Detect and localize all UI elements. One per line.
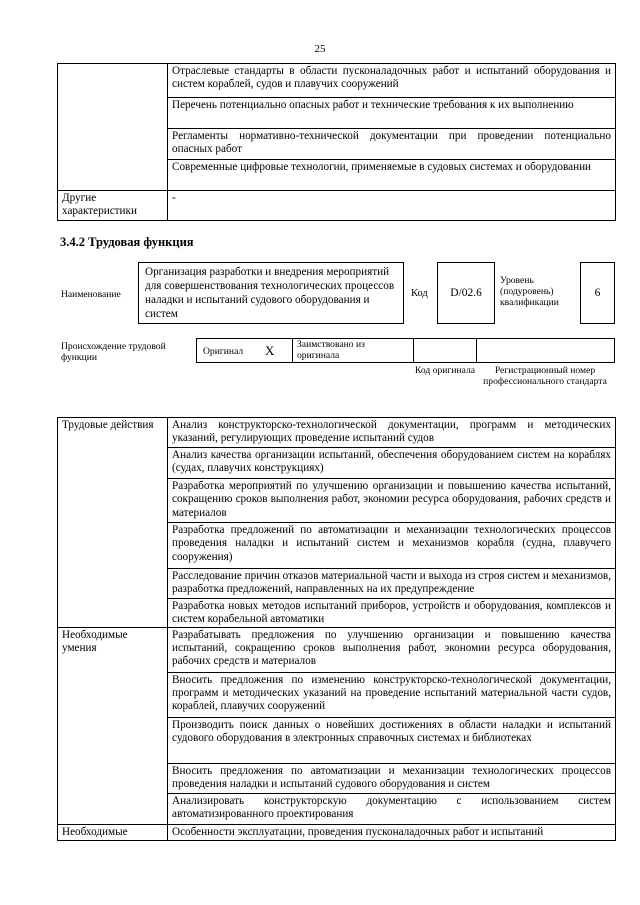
level-value: 6 <box>594 287 601 299</box>
group-label-skills: Необходимые умения <box>58 627 168 824</box>
skill-item: Разрабатывать предложения по улучшению организации и повышению качества испытаний, сокращению сроков выполнения работ, экономии ресурса оборудования, рабочих средств и материалов <box>168 627 616 672</box>
knowledge-item: Перечень потенциально опасных работ и технические требования к их выполнению <box>168 98 616 129</box>
action-item: Разработка мероприятий по улучшению организации и повышению качества испытаний, сокращению сроков выполнения работ, экономии ресурса оборудования, рабочих средств и материалов <box>168 479 616 523</box>
skill-item: Производить поиск данных о новейших достижениях в области наладки и испытаний судового оборудования в электронных справочных системах и библиотеках <box>168 717 616 763</box>
origin-divider <box>413 338 414 363</box>
group-label-knowledge: Необходимые <box>58 824 168 840</box>
original-label: Оригинал <box>203 346 244 357</box>
action-item: Разработка новых методов испытаний приборов, устройств и оборудования, комплексов и систем корабельной автоматики <box>168 599 616 628</box>
knowledge-item: Современные цифровые технологии, применяемые в судовых системах и оборудовании <box>168 160 616 191</box>
empty-label-cell <box>58 64 168 191</box>
code-label: Код <box>411 288 428 299</box>
origin-label: Происхождение трудовой функции <box>61 341 166 363</box>
code-caption: Код оригинала <box>414 365 476 376</box>
code-box <box>437 262 495 324</box>
origin-divider <box>292 338 293 363</box>
level-box <box>580 262 615 324</box>
function-name-box <box>138 262 404 324</box>
knowledge-item: Отраслевые стандарты в области пусконаладочных работ и испытаний оборудования и систем кораблей, судов и плавучих сооружений <box>168 64 616 98</box>
registration-caption: Регистрационный номер профессионального стандарта <box>483 365 607 387</box>
name-label: Наименование <box>61 289 121 300</box>
knowledge-item: Регламенты нормативно-технической документации при проведении потенциально опасных работ <box>168 129 616 160</box>
action-item: Анализ качества организации испытаний, обеспечения оборудованием систем на кораблях (судах, плавучих конструкциях) <box>168 448 616 479</box>
level-label: Уровень (подуровень) квалификации <box>500 275 559 308</box>
group-label-actions: Трудовые действия <box>58 418 168 628</box>
borrowed-label: Заимствовано из оригинала <box>297 339 365 361</box>
original-mark: X <box>265 343 275 358</box>
section-title: 3.4.2 Трудовая функция <box>60 235 194 249</box>
top-table <box>57 63 616 221</box>
skill-item: Анализировать конструкторскую документацию с использованием систем автоматизированного проектирования <box>168 793 616 824</box>
skill-item: Вносить предложения по автоматизации и механизации технологических процессов проведения наладки и испытаний судового оборудования и систем <box>168 763 616 793</box>
code-value: D/02.6 <box>450 287 482 299</box>
action-item: Разработка предложений по автоматизации и механизации технологических процессов проведения наладки и испытаний систем и механизмов корабля (судна, плавучего сооружения) <box>168 523 616 569</box>
main-table <box>57 417 616 841</box>
page-number: 25 <box>314 43 326 55</box>
action-item: Анализ конструкторско-технологической документации, программ и методических указаний, регулирующих проведение испытаний судов <box>168 418 616 448</box>
origin-divider <box>476 338 477 363</box>
other-characteristics-label: Другие характеристики <box>58 191 168 221</box>
other-characteristics-value: - <box>168 191 616 221</box>
skill-item: Вносить предложения по изменению конструкторско-технологической документации, программ и методических указаний на проведение испытаний материальной части судов, кораблей, плавучих сооружений <box>168 672 616 717</box>
function-name-value: Организация разработки и внедрения мероприятий для совершенствования технологических процессов наладки и испытаний судового оборудования и систем <box>145 266 395 320</box>
knowledge-item: Особенности эксплуатации, проведения пусконаладочных работ и испытаний <box>168 824 616 840</box>
action-item: Расследование причин отказов материальной части и выхода из строя систем и механизмов, разработка предложений, направленных на их предупреждение <box>168 569 616 599</box>
